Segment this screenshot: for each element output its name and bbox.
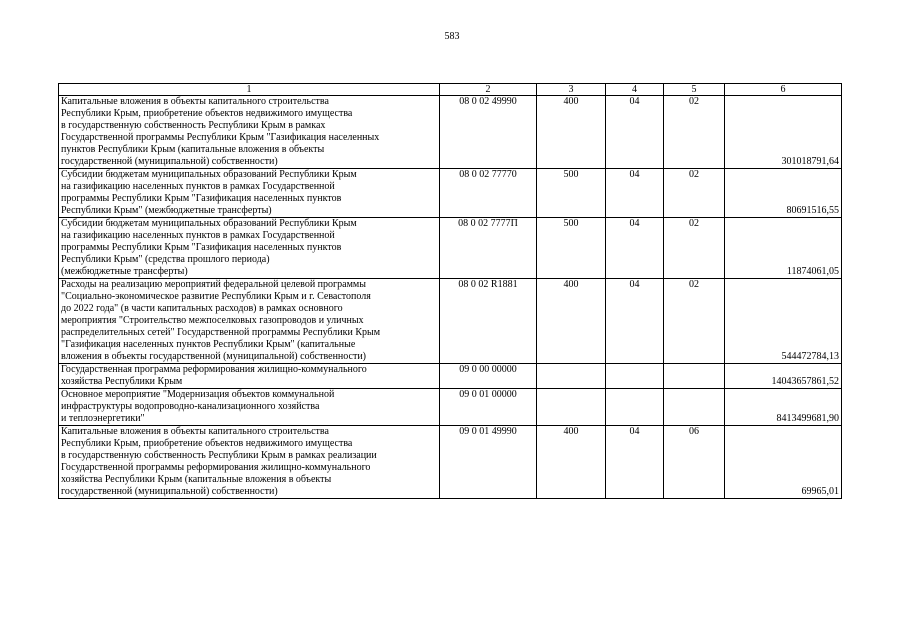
row-target-code: 09 0 01 00000 [440, 389, 537, 426]
header-col-3: 3 [537, 84, 606, 96]
table-row [59, 96, 842, 169]
budget-table [58, 83, 842, 499]
row-name: Субсидии бюджетам муниципальных образований Республики Крым на газификацию населенных пунктов в рамках Государственной программы Республики Крым "Газификация населенных пунктов Республики Крым" (межбюджетные трансферты) [59, 169, 440, 218]
table-row [59, 169, 842, 218]
row-amount: 14043657861,52 [725, 364, 842, 389]
row-expense-type: 400 [537, 279, 606, 364]
row-expense-type [537, 364, 606, 389]
row-name: Основное мероприятие "Модернизация объектов коммунальной инфраструктуры водопроводно-канализационного хозяйства и теплоэнергетики" [59, 389, 440, 426]
header-col-1: 1 [59, 84, 440, 96]
row-name: Государственная программа реформирования жилищно-коммунального хозяйства Республики Крым [59, 364, 440, 389]
table-row [59, 364, 842, 389]
table-row [59, 389, 842, 426]
row-name: Субсидии бюджетам муниципальных образований Республики Крым на газификацию населенных пунктов в рамках Государственной программы Республики Крым "Газификация населенных пунктов Республики Крым" (средства прошлого периода) (межбюджетные трансферты) [59, 218, 440, 279]
row-expense-type: 400 [537, 426, 606, 499]
row-section: 04 [606, 96, 664, 169]
table-row [59, 279, 842, 364]
row-subsection [664, 364, 725, 389]
header-col-4: 4 [606, 84, 664, 96]
row-expense-type: 500 [537, 218, 606, 279]
row-target-code: 09 0 00 00000 [440, 364, 537, 389]
table-header-row [59, 84, 842, 96]
row-section: 04 [606, 426, 664, 499]
row-subsection: 02 [664, 96, 725, 169]
header-col-6: 6 [725, 84, 842, 96]
row-name: Капитальные вложения в объекты капитального строительства Республики Крым, приобретение объектов недвижимого имущества в государственную собственность Республики Крым в рамках Государственной программы Республики Крым "Газификация населенных пунктов Республики Крым (капитальные вложения в объекты государственной (муниципальной) собственности) [59, 96, 440, 169]
row-subsection: 02 [664, 169, 725, 218]
row-target-code: 08 0 02 77770 [440, 169, 537, 218]
row-expense-type [537, 389, 606, 426]
row-section [606, 364, 664, 389]
row-target-code: 08 0 02 7777П [440, 218, 537, 279]
row-expense-type: 500 [537, 169, 606, 218]
row-section: 04 [606, 279, 664, 364]
page-number: 583 [444, 31, 460, 42]
row-amount: 69965,01 [725, 426, 842, 499]
header-col-5: 5 [664, 84, 725, 96]
row-name: Капитальные вложения в объекты капитального строительства Республики Крым, приобретение объектов недвижимого имущества в государственную собственность Республики Крым в рамках реализации Государственной программы реформирования жилищно-коммунального хозяйства Республики Крым (капитальные вложения в объекты государственной (муниципальной) собственности) [59, 426, 440, 499]
row-amount: 301018791,64 [725, 96, 842, 169]
header-col-2: 2 [440, 84, 537, 96]
row-amount: 11874061,05 [725, 218, 842, 279]
row-subsection: 02 [664, 279, 725, 364]
row-section [606, 389, 664, 426]
row-section: 04 [606, 218, 664, 279]
row-subsection: 02 [664, 218, 725, 279]
row-target-code: 08 0 02 49990 [440, 96, 537, 169]
row-section: 04 [606, 169, 664, 218]
row-name: Расходы на реализацию мероприятий федеральной целевой программы "Социально-экономическое развитие Республики Крым и г. Севастополя до 2022 года" (в части капитальных расходов) в рамках основного мероприятия "Строительство межпоселковых газопроводов и уличных распределительных сетей" Государственной программы Республики Крым "Газификация населенных пунктов Республики Крым" (капитальные вложения в объекты государственной (муниципальной) собственности) [59, 279, 440, 364]
row-amount: 80691516,55 [725, 169, 842, 218]
row-expense-type: 400 [537, 96, 606, 169]
row-subsection [664, 389, 725, 426]
row-target-code: 08 0 02 R1881 [440, 279, 537, 364]
row-subsection: 06 [664, 426, 725, 499]
row-amount: 8413499681,90 [725, 389, 842, 426]
row-amount: 544472784,13 [725, 279, 842, 364]
table-row [59, 218, 842, 279]
table-row [59, 426, 842, 499]
row-target-code: 09 0 01 49990 [440, 426, 537, 499]
